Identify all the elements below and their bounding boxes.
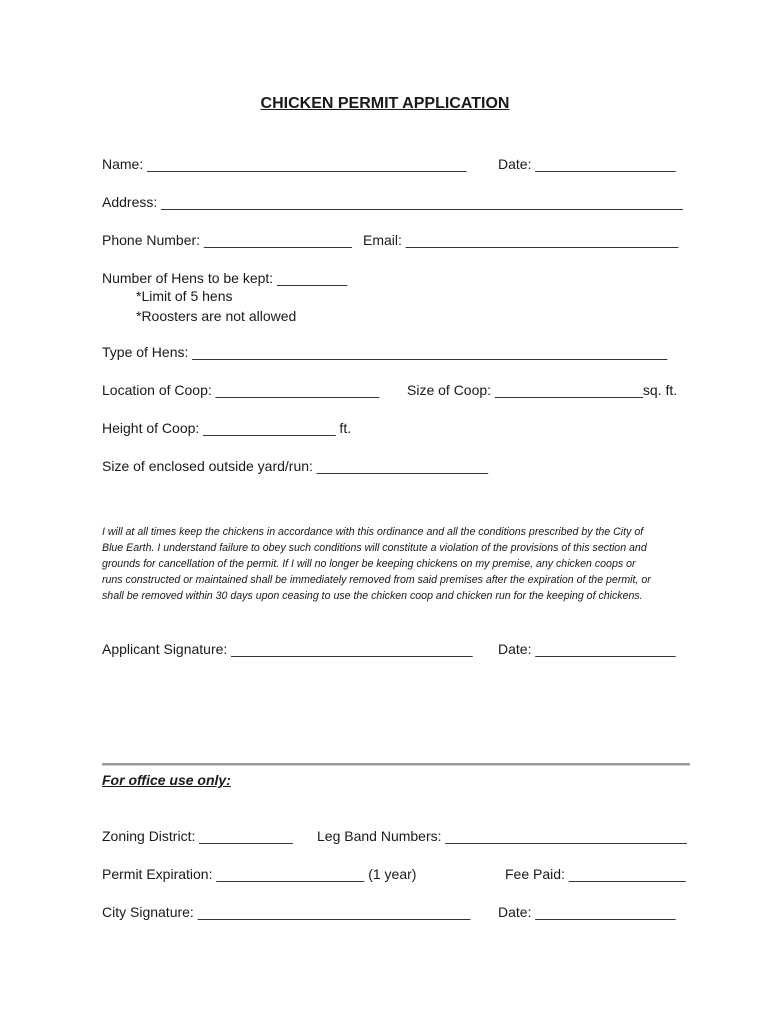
permit-expiration-field[interactable]: Permit Expiration: ___________________ (1 year) xyxy=(102,866,417,882)
statement-line: runs constructed or maintained shall be immediately removed from said premises after the expiration of the permit, or xyxy=(102,574,651,586)
statement-line: Blue Earth. I understand failure to obey such conditions will constitute a violation of the provisions of this section and xyxy=(102,542,647,554)
coop-height-field[interactable]: Height of Coop: _________________ ft. xyxy=(102,420,352,436)
date-field[interactable]: Date: __________________ xyxy=(498,156,676,172)
city-signature-field[interactable]: City Signature: ___________________________________ xyxy=(102,904,471,920)
section-divider xyxy=(102,763,690,766)
phone-field[interactable]: Phone Number: ___________________ xyxy=(102,232,352,248)
hens-count-field[interactable]: Number of Hens to be kept: _________ xyxy=(102,270,348,286)
coop-location-field[interactable]: Location of Coop: _____________________ xyxy=(102,382,380,398)
coop-size-field[interactable]: Size of Coop: ___________________sq. ft. xyxy=(407,382,678,398)
email-field[interactable]: Email: ___________________________________ xyxy=(363,232,679,248)
zoning-district-field[interactable]: Zoning District: ____________ xyxy=(102,828,293,844)
name-field[interactable]: Name: _________________________________________ xyxy=(102,156,467,172)
city-date-field[interactable]: Date: __________________ xyxy=(498,904,676,920)
fee-paid-field[interactable]: Fee Paid: _______________ xyxy=(505,866,686,882)
leg-band-numbers-field[interactable]: Leg Band Numbers: _______________________________ xyxy=(317,828,687,844)
agreement-statement xyxy=(102,524,692,604)
statement-line: I will at all times keep the chickens in accordance with this ordinance and all the conditions prescribed by the City of xyxy=(102,526,644,538)
limit-note: *Limit of 5 hens xyxy=(136,288,233,304)
address-field[interactable]: Address: ___________________________________________________________________ xyxy=(102,194,683,210)
applicant-signature-field[interactable]: Applicant Signature: _______________________________ xyxy=(102,641,473,657)
roosters-note: *Roosters are not allowed xyxy=(136,308,297,324)
statement-line: grounds for cancellation of the permit. If I will no longer be keeping chickens on my premise, any chicken coops or xyxy=(102,558,636,570)
type-of-hens-field[interactable]: Type of Hens: _____________________________________________________________ xyxy=(102,344,668,360)
page-title: CHICKEN PERMIT APPLICATION xyxy=(260,95,510,112)
statement-line: shall be removed within 30 days upon ceasing to use the chicken coop and chicken run for the keeping of chickens. xyxy=(102,590,643,602)
office-use-heading: For office use only: xyxy=(102,772,231,788)
signature-date-field[interactable]: Date: __________________ xyxy=(498,641,676,657)
yard-size-field[interactable]: Size of enclosed outside yard/run: ______________________ xyxy=(102,458,489,474)
